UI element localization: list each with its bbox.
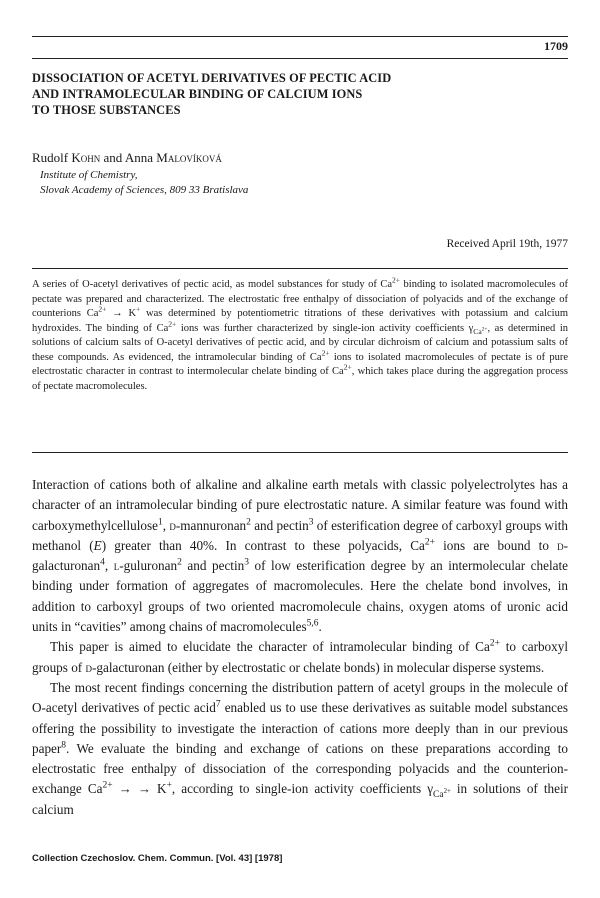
paragraph [32,475,568,637]
text: of esterification degree of carboxyl groups with methanol ( [32,517,569,553]
reference-marker: 8 [61,740,67,751]
text: , according to single-ion activity coefficients γ [171,781,434,797]
subscript-text: Ca [473,326,482,336]
superscript: 2+ [424,537,435,548]
text: -mannuronan [175,517,247,533]
abstract-text: ions was further characterized by single-ion activity coefficients γ [176,322,474,334]
text: -guluronan [119,558,178,574]
abstract-text: ions to isolated macromolecules of pectate is of pure electrostatic character in contrast to intermolecular chelate binding of Ca [32,351,568,378]
subscript [433,787,451,801]
abstract-text: , as determined in solutions of calcium salts of O-acetyl derivatives of pectic acid, and by circular dichroism of calcium and potassium salts of these compounds. As evidenced, the intramolecular binding of Ca [32,322,568,363]
text: -galacturonan (either by electrostatic or chelate bonds) in molecular disperse systems. [91,659,545,675]
body-text [32,475,568,820]
text: → → K [112,781,167,797]
author2-first-name: Anna [124,150,154,165]
text: -galacturonan [32,537,568,574]
italic-symbol: E [93,537,102,553]
reference-marker: 5,6 [306,618,319,629]
reference-marker: 7 [215,699,221,710]
footer-citation: Collection Czechoslov. Chem. Commun. [Vol. 43] [1978] [32,853,283,864]
title-line: AND INTRAMOLECULAR BINDING OF CALCIUM IONS [32,87,363,101]
text: enabled us to use these derivatives as suitable model substances offering the possibility to investigate the interaction of cations more deeply than in our previous paper [32,700,569,756]
abstract-bottom-rule [32,452,568,453]
small-caps-text: d [169,517,176,533]
text: , [104,558,114,574]
reference-marker: 3 [244,557,249,568]
subscript [473,327,487,336]
superscript: + [136,304,141,314]
author1-last-name: Kohn [71,150,101,165]
article-title [32,70,552,118]
superscript: 2+ [392,275,401,285]
text: This paper is aimed to elucidate the character of intramolecular binding of Ca [50,639,490,655]
superscript: 2+ [98,304,107,314]
author1-first-name: Rudolf [32,150,69,165]
text: . We evaluate the binding and exchange of cations on these preparations according to electrostatic free enthalpy of dissociation of the corresponding polyacids and the counterion-exchange Ca [32,740,568,797]
superscript: 2+ [168,319,177,329]
author-line [32,150,222,166]
superscript: 2+ [343,362,352,372]
author2-last-name: Malovíková [156,150,222,165]
reference-marker: 3 [308,517,314,528]
affiliation-line: Institute of Chemistry, [40,169,138,181]
header-rule [32,58,568,59]
paragraph [32,637,568,678]
received-date: Received April 19th, 1977 [446,238,568,250]
subscript-text: Ca [433,790,444,801]
reference-marker: 4 [100,557,105,568]
text: ions are bound to [434,537,558,553]
text: to carboxyl groups of [32,639,568,675]
text: , [162,517,170,533]
abstract-top-rule [32,268,568,269]
superscript: 2+ [102,781,113,792]
text: The most recent findings concerning the distribution pattern of acetyl groups in the molecule of O-acetyl derivatives of pectic acid [32,679,568,716]
reference-marker: 2 [246,517,251,528]
text: Interaction of cations both of alkaline and alkaline earth metals with classic polyelectrolytes has a character of an intramolecular binding of pure electrostatic nature. A similar feature was found with carboxymethylcellulose [32,477,568,533]
affiliation-line: Slovak Academy of Sciences, 809 33 Bratislava [40,184,249,196]
superscript: 2+ [489,638,500,649]
title-line: DISSOCIATION OF ACETYL DERIVATIVES OF PECTIC ACID [32,71,392,85]
abstract-text: , which takes place during the aggregation process of pectate macromolecules. [32,366,568,392]
abstract-text: → K [106,308,137,320]
author-conjunction: and [103,150,123,165]
page-number: 1709 [544,39,568,53]
abstract [32,275,568,394]
small-caps-text: d [557,537,564,553]
abstract-text: binding to isolated macromolecules of pectate was prepared and characterized. The electrostatic free enthalpy of dissociation of polyacids and of the exchange of counterions Ca [32,279,568,320]
abstract-text: was determined by potentiometric titrations of these derivatives with potassium and calcium hydroxides. The binding of Ca [32,308,568,334]
text: ) greater than 40%. In contrast to these polyacids, Ca [101,537,425,553]
affiliation [40,168,248,198]
reference-marker: 1 [157,517,163,528]
title-line: TO THOSE SUBSTANCES [32,103,181,117]
small-caps-text: d [85,659,92,675]
superscript: 2+ [443,787,451,795]
text: and pectin [250,517,309,533]
text: . [318,619,322,635]
superscript: + [166,781,172,792]
paragraph [32,678,568,820]
reference-marker: 2 [177,557,182,568]
text: and pectin [181,558,245,574]
abstract-text: A series of O-acetyl derivatives of pectic acid, as model substances for study of Ca [32,279,393,290]
superscript: 2+ [481,326,488,333]
text: in solutions of their calcium [32,781,569,817]
small-caps-text: l [113,558,120,574]
top-rule [32,36,568,37]
text: of low esterification degree by an intermolecular chelate binding under formation of aggregates of macromolecules. Here the chelate bond involves, in addition to carboxyl groups of two oriented macromolecule chains, oxygen atoms of uronic acid units in “cavities” among chains of macromolecules [32,558,569,635]
superscript: 2+ [321,348,330,358]
